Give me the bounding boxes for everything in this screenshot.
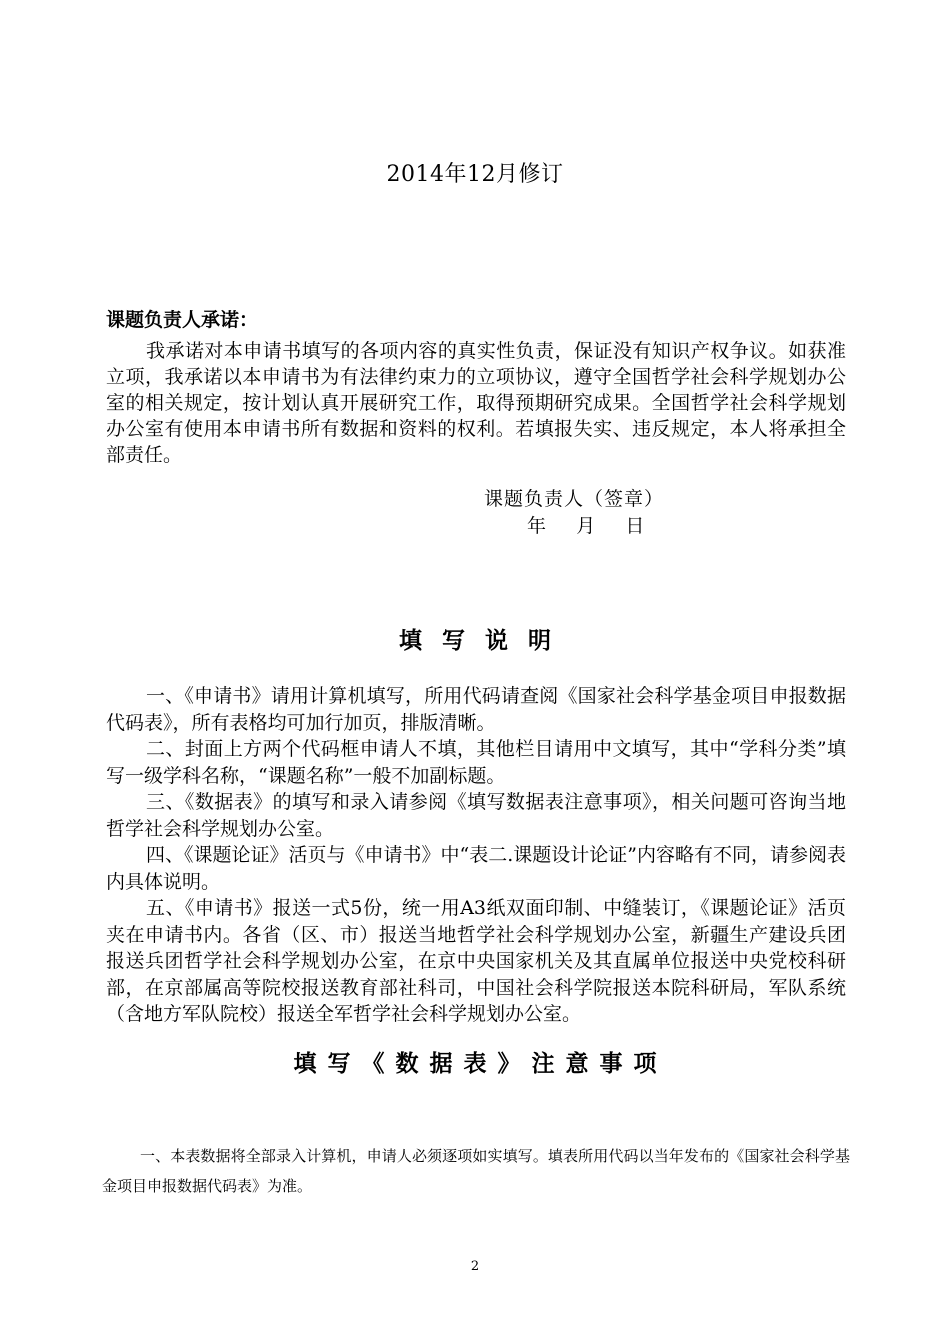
page-number: 2 bbox=[470, 1259, 480, 1274]
instruction-item: 一、《申请书》请用计算机填写，所用代码请查阅《国家社会科学基金项目申报数据代码表》，所有表格均可加行加页，排版清晰。 bbox=[106, 685, 846, 734]
pledge-heading: 课题负责人承诺： bbox=[106, 309, 259, 331]
notes-title: 填写《数据表》注意事项 bbox=[293, 1051, 668, 1077]
signature-label: 课题负责人（签章） bbox=[484, 488, 665, 510]
note-item: 一、本表数据将全部录入计算机，申请人必须逐项如实填写。填表所用代码以当年发布的《国家社会科学基金项目申报数据代码表》为准。 bbox=[102, 1147, 850, 1195]
notes-list bbox=[102, 1141, 850, 1201]
instructions-list bbox=[106, 683, 846, 1028]
pledge-body: 我承诺对本申请书填写的各项内容的真实性负责，保证没有知识产权争议。如获准立项，我承诺以本申请书为有法律约束力的立项协议，遵守全国哲学社会科学规划办公室的相关规定，按计划认真开展研究工作，取得预期研究成果。全国哲学社会科学规划办公室有使用本申请书所有数据和资料的权利。若填报失实、违反规定，本人将承担全部责任。 bbox=[106, 340, 846, 466]
instruction-item: 二、封面上方两个代码框申请人不填，其他栏目请用中文填写，其中“学科分类”填写一级学科名称，“课题名称”一般不加副标题。 bbox=[106, 738, 846, 787]
revision-date: 2014年12月修订 bbox=[386, 162, 564, 187]
instruction-item: 三、《数据表》的填写和录入请参阅《填写数据表注意事项》，相关问题可咨询当地哲学社会科学规划办公室。 bbox=[106, 791, 846, 840]
signature-date: 年 月 日 bbox=[527, 515, 645, 537]
instruction-item: 四、《课题论证》活页与《申请书》中“表二.课题设计论证”内容略有不同，请参阅表内具体说明。 bbox=[106, 844, 846, 893]
instructions-title: 填写说明 bbox=[399, 628, 571, 654]
instruction-item: 五、《申请书》报送一式5份，统一用A3纸双面印制、中缝装订，《课题论证》活页夹在申请书内。各省（区、市）报送当地哲学社会科学规划办公室，新疆生产建设兵团报送兵团哲学社会科学规划办公室，在京中央国家机关及其直属单位报送中央党校科研部，在京部属高等院校报送教育部社科司，中国社会科学院报送本院科研局，军队系统（含地方军队院校）报送全军哲学社会科学规划办公室。 bbox=[106, 897, 846, 1025]
